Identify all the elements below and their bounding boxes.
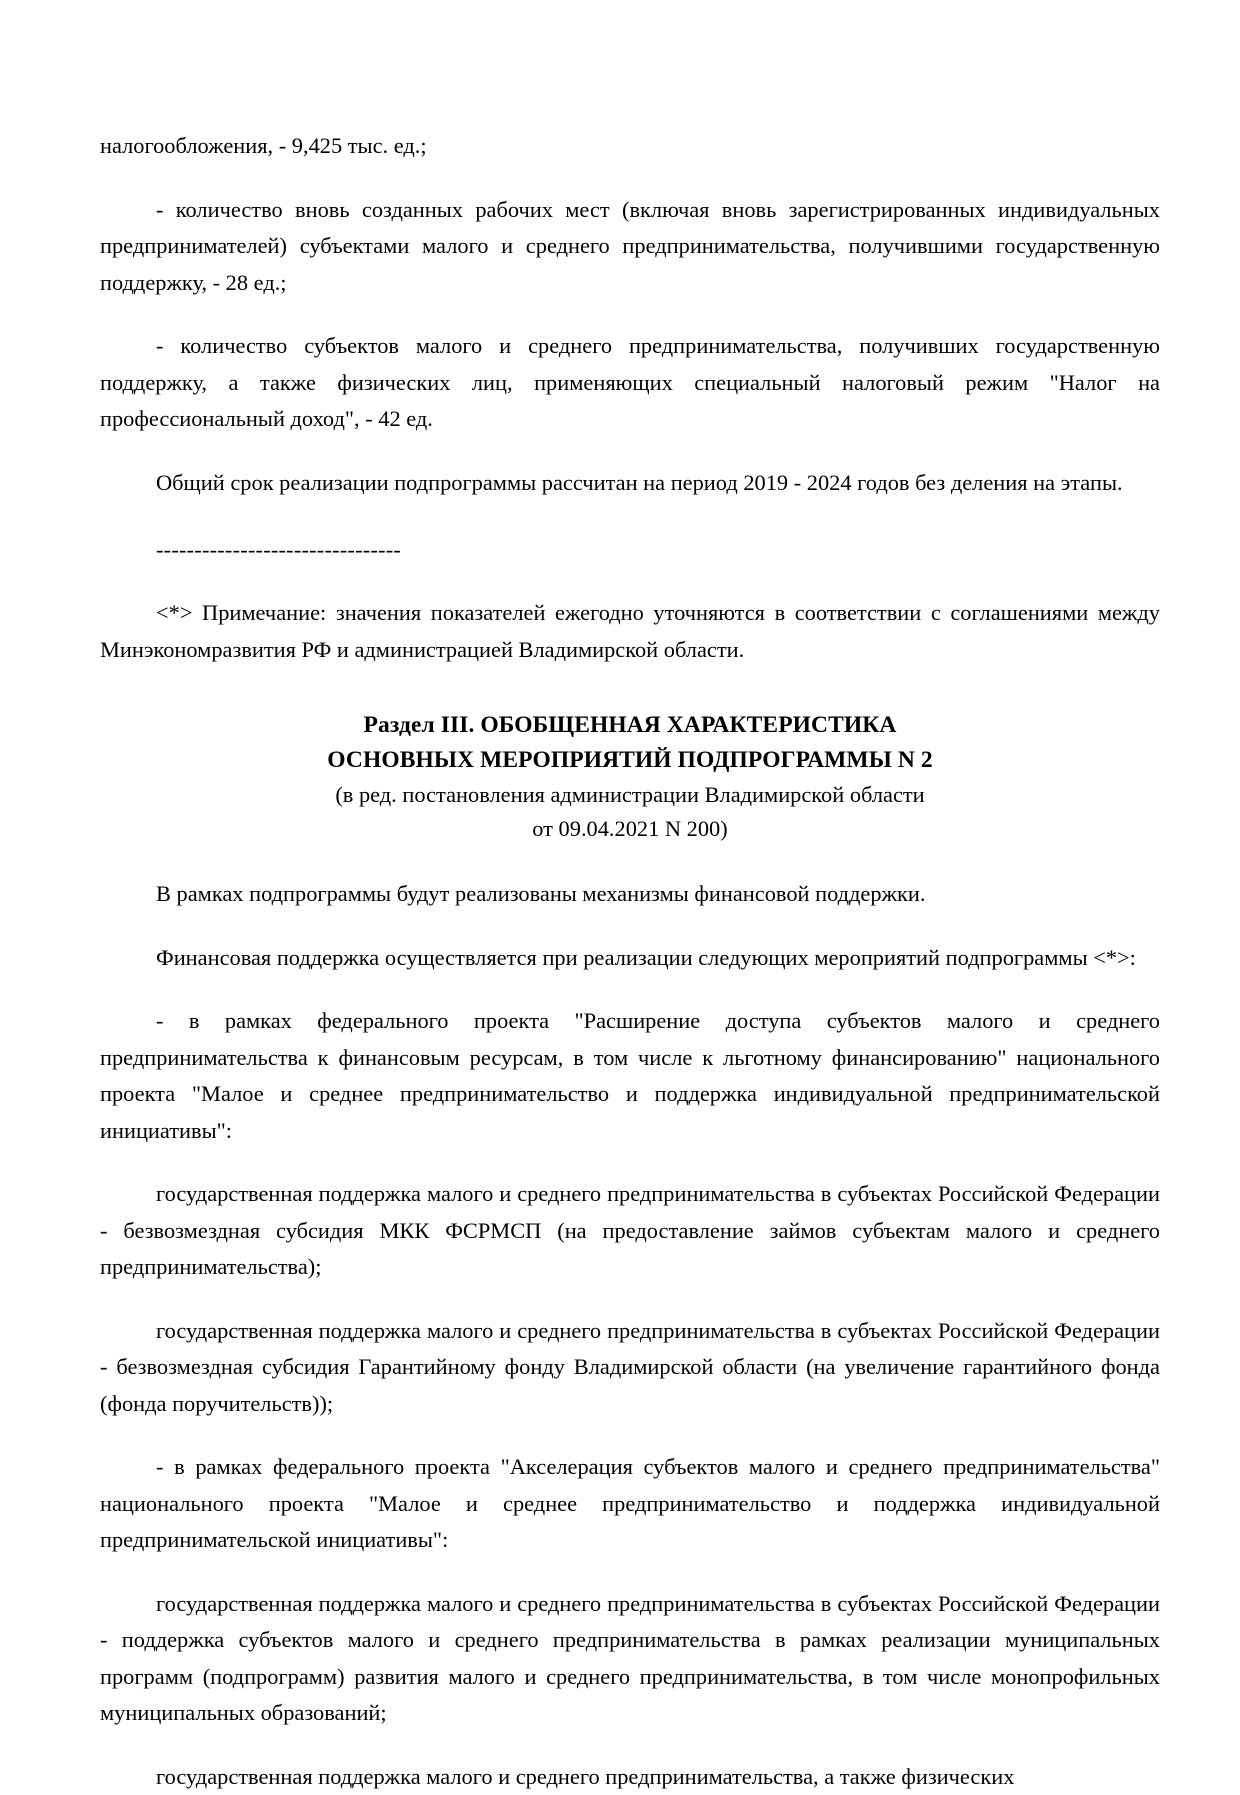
paragraph-last-partial: государственная поддержка малого и среднего предпринимательства, а также физических	[100, 1759, 1160, 1795]
paragraph-acceleration-project: - в рамках федерального проекта "Акселерация субъектов малого и среднего предпринимательства" национального проекта "Малое и среднее предпринимательство и поддержка индивидуальной предпринимательской инициативы":	[100, 1449, 1160, 1559]
paragraph-footnote: <*> Примечание: значения показателей ежегодно уточняются в соответствии с соглашениями между Минэкономразвития РФ и администрацией Владимирской области.	[100, 595, 1160, 668]
document-body	[100, 128, 1160, 1795]
paragraph-supported-entities: - количество субъектов малого и среднего предпринимательства, получивших государственную поддержку, а также физических лиц, применяющих специальный налоговый режим "Налог на профессиональный доход", - 42 ед.	[100, 328, 1160, 438]
paragraph-tax-base: налогообложения, - 9,425 тыс. ед.;	[100, 128, 1160, 165]
paragraph-mkk-fsrmsp: государственная поддержка малого и среднего предпринимательства в субъектах Российской Федерации - безвозмездная субсидия МКК ФСРМСП (на предоставление займов субъектам малого и среднего предпринимательства);	[100, 1176, 1160, 1286]
paragraph-federal-project-access: - в рамках федерального проекта "Расширение доступа субъектов малого и среднего предпринимательства к финансовым ресурсам, в том числе к льготному финансированию" национального проекта "Малое и среднее предпринимательство и поддержка индивидуальной предпринимательской инициативы":	[100, 1003, 1160, 1149]
section-heading-amendment-line-2: от 09.04.2021 N 200)	[100, 812, 1160, 846]
section-heading-amendment-line-1: (в ред. постановления администрации Владимирской области	[100, 778, 1160, 812]
paragraph-new-jobs: - количество вновь созданных рабочих мест (включая вновь зарегистрированных индивидуальных предпринимателей) субъектами малого и среднего предпринимательства, получившими государственную поддержку, - 28 ед.;	[100, 192, 1160, 302]
footnote-separator: --------------------------------	[100, 535, 1160, 565]
section-heading	[100, 708, 1160, 846]
paragraph-municipal-programs: государственная поддержка малого и среднего предпринимательства в субъектах Российской Федерации - поддержка субъектов малого и среднего предпринимательства в рамках реализации муниципальных программ (подпрограмм) развития малого и среднего предпринимательства, в том числе монопрофильных муниципальных образований;	[100, 1586, 1160, 1732]
paragraph-guarantee-fund: государственная поддержка малого и среднего предпринимательства в субъектах Российской Федерации - безвозмездная субсидия Гарантийному фонду Владимирской области (на увеличение гарантийного фонда (фонда поручительств));	[100, 1313, 1160, 1423]
section-heading-line-1: Раздел III. ОБОБЩЕННАЯ ХАРАКТЕРИСТИКА	[100, 708, 1160, 743]
paragraph-financial-support: Финансовая поддержка осуществляется при реализации следующих мероприятий подпрограммы <*>:	[100, 940, 1160, 977]
section-heading-line-2: ОСНОВНЫХ МЕРОПРИЯТИЙ ПОДПРОГРАММЫ N 2	[100, 743, 1160, 778]
paragraph-mechanisms: В рамках подпрограммы будут реализованы механизмы финансовой поддержки.	[100, 876, 1160, 913]
paragraph-implementation-term: Общий срок реализации подпрограммы рассчитан на период 2019 - 2024 годов без деления на этапы.	[100, 465, 1160, 502]
